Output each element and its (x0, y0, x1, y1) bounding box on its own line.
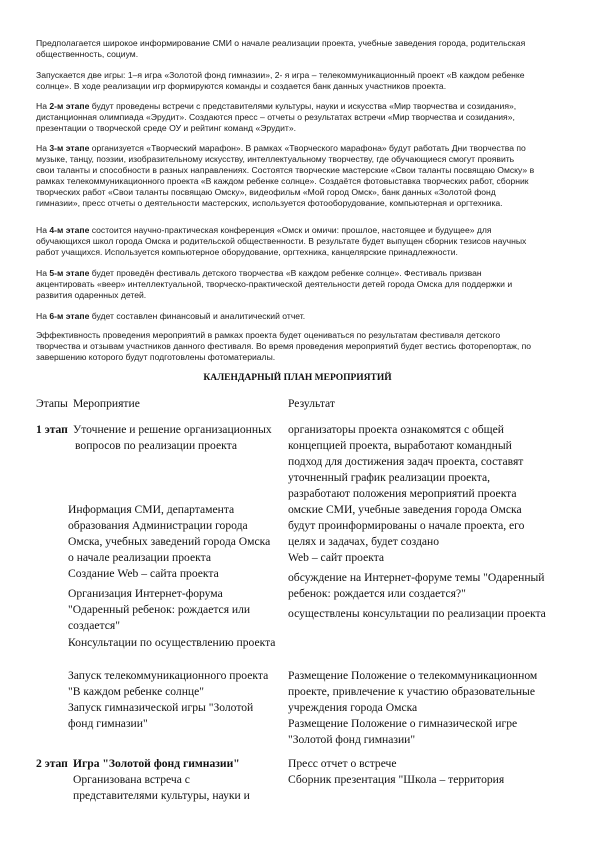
row-6-result (288, 756, 558, 788)
result-line: обсуждение на Интернет-форуме темы "Одаренный (288, 571, 545, 584)
text-line (36, 311, 558, 322)
text-line: состоится научно-практическая конференция «Омск и омичи: прошлое, настоящее и будущее» для (89, 225, 492, 235)
result-line: подход для достижения задач проекта, составят (288, 455, 524, 468)
stage-label: 4-м этапе (49, 225, 90, 235)
text-line: солнце». В ходе реализации игр формируются команды и создается банк данных участников проекта. (36, 81, 447, 91)
event-line: Консультации по осуществлению проекта (68, 636, 276, 649)
event-line: "В каждом ребенке солнце" (68, 685, 204, 698)
text-lead: На (36, 101, 50, 111)
event-line: о начале реализации проекта (68, 551, 211, 564)
text-line: работ учащихся. Используется компьютерное оборудование, оргтехника, канцелярские принадлежности. (36, 247, 458, 257)
result-line: концепцией проекта, выработают командный (288, 439, 512, 452)
text-line: будет проведён фестиваль детского творчества «В каждом ребенке солнце». Фестиваль призван (89, 268, 482, 278)
text-line (36, 101, 558, 112)
result-line: уточненный график реализации проекта, (288, 471, 491, 484)
header-stage: Этапы (36, 397, 68, 410)
text-line: Предполагается широкое информирование СМИ о начале реализации проекта, учебные заведения города, родительская (36, 38, 526, 48)
result-line: осуществлены консультации по реализации проекта (288, 607, 546, 620)
result-line: омские СМИ, учебные заведения города Омска (288, 503, 522, 516)
text-lead: На (36, 311, 50, 321)
result-line: целях и задачах, будет создано (288, 535, 440, 548)
text-line: рамках телекоммуникационного проекта «В каждом ребенке солнце». Создаётся фотовыставка творческих работ, сборник (36, 176, 529, 186)
row-2-result (288, 502, 558, 566)
row-2-event (68, 502, 283, 582)
event-line: Создание Web – сайта проекта (68, 567, 219, 580)
text-line: организуется «Творческий марафон». В рамках «Творческого марафона» будут работать Дни творчества по (89, 143, 526, 153)
event-line: Запуск телекоммуникационного проекта (68, 669, 269, 682)
text-lead: На (36, 268, 50, 278)
result-line: Сборник презентация "Школа – территория (288, 773, 505, 786)
text-line (36, 225, 558, 236)
paragraph-stage-6 (36, 311, 558, 322)
text-line: акцентировать «веер» интеллектуальной, творческо-практической деятельности детей города Омска для поддержки и (36, 279, 513, 289)
plan-title: КАЛЕНДАРНЫЙ ПЛАН МЕРОПРИЯТИЙ (203, 373, 392, 383)
text-line: дистанционная олимпиада «Эрудит». Создаются пресс – отчеты о результатах встречи «Мир творчества и созидания», (36, 112, 515, 122)
text-line: обучающихся школ города Омска и родительской общественности. В результате будет выпущен сборник тезисов научных (36, 236, 527, 246)
stage-label: 2-м этапе (49, 101, 90, 111)
text-line: презентации о творческой среде ОУ и рейтинг команд «Эрудит». (36, 123, 297, 133)
text-line: Эффективность проведения мероприятий в рамках проекта будет оцениваться по результатам фестиваля детского (36, 330, 501, 340)
result-line: разработают положения мероприятий проекта (288, 487, 517, 500)
text-line (36, 143, 558, 154)
row-4-result (288, 606, 558, 622)
stage-label: 5-м этапе (49, 268, 90, 278)
text-line: будут проведены встречи с представителями культуры, науки и искусства «Мир творчества и созидания», (89, 101, 517, 111)
result-line: Web – сайт проекта (288, 551, 385, 564)
paragraph-stage-2 (36, 101, 558, 134)
row-5-result (288, 668, 558, 748)
paragraph-stage-4 (36, 225, 558, 258)
result-line: Пресс отчет о встрече (288, 757, 397, 770)
event-line: Запуск гимназической игры "Золотой (68, 701, 254, 714)
text-line: музыке, танцу, поэзии, изобразительному искусству, интеллектуальному творчеству, где обучающиеся смогут проявить (36, 154, 515, 164)
event-line: создается" (68, 619, 120, 632)
row-1-event (73, 422, 283, 454)
event-line: "Одаренный ребенок: рождается или (68, 603, 251, 616)
stage-1-label: 1 этап (36, 423, 68, 436)
event-line: Информация СМИ, департамента (68, 503, 235, 516)
text-lead: На (36, 143, 50, 153)
paragraph-stage-5 (36, 268, 558, 301)
row-1-result (288, 422, 558, 502)
stage-label: 3-м этапе (49, 143, 90, 153)
text-line: творчества и отзывам участников данного фестиваля. Во время проведения мероприятий будет вестись фоторепортаж, по (36, 341, 532, 351)
paragraph-effectiveness (36, 330, 558, 363)
stage-label: 6-м этапе (49, 311, 90, 321)
row-3-result (288, 570, 558, 602)
row-3-event (68, 586, 283, 634)
text-line: общественность, социум. (36, 49, 139, 59)
event-line: фонд гимназии" (68, 717, 148, 730)
text-line: свои таланты и способности в разных направлениях. Состоятся творческие мастерские «Свои таланты посвящаю Омску» в (36, 165, 535, 175)
event-line: Уточнение и решение организационных (73, 423, 272, 436)
result-line: организаторы проекта ознакомятся с общей (288, 423, 504, 436)
event-line: Игра "Золотой фонд гимназии" (73, 757, 240, 770)
header-result: Результат (288, 397, 335, 410)
result-line: Размещение Положение о гимназической игре (288, 717, 518, 730)
row-5-event (68, 668, 283, 732)
event-line: Организована встреча с (73, 773, 190, 786)
result-line: учреждения города Омска (288, 701, 418, 714)
paragraph-stage-3 (36, 143, 558, 209)
result-line: Размещение Положение о телекоммуникационном (288, 669, 538, 682)
event-line: Омска, учебных заведений города Омска (68, 535, 271, 548)
row-6-event (73, 756, 285, 804)
text-line: Запускается две игры: 1–я игра «Золотой фонд гимназии», 2- я игра – телекоммуникационный проект «В каждом ребенке (36, 70, 525, 80)
event-line: представителями культуры, науки и (73, 789, 250, 802)
text-line: гимназии», пресс отчеты о деятельности мастерских, используется фотооборудование, компьютерная и оргтехника. (36, 198, 503, 208)
result-line: будут проинформированы о начале проекта, его (288, 519, 525, 532)
text-line (36, 268, 558, 279)
row-4-event (68, 635, 288, 651)
event-line: образования Администрации города (68, 519, 248, 532)
text-line: развития одаренных детей. (36, 290, 147, 300)
text-line: творческих работ «Свои таланты посвящаю Омску», видеофильм «Мой город Омск», банк данных «Золотой фонд (36, 187, 496, 197)
paragraph-intro-media (36, 38, 558, 60)
result-line: проекте, привлечение к участию образовательные (288, 685, 535, 698)
text-lead: На (36, 225, 50, 235)
result-line: ребенок: рождается или создается?" (288, 587, 466, 600)
stage-2-label: 2 этап (36, 757, 68, 770)
text-line: завершению которого будут подготовлены фотоматериалы. (36, 352, 276, 362)
header-event: Мероприятие (73, 397, 140, 410)
text-line: будет составлен финансовый и аналитический отчет. (89, 311, 306, 321)
event-line: Организация Интернет-форума (68, 587, 223, 600)
event-line: вопросов по реализации проекта (75, 439, 237, 452)
result-line: "Золотой фонд гимназии" (288, 733, 416, 746)
paragraph-games (36, 70, 558, 92)
